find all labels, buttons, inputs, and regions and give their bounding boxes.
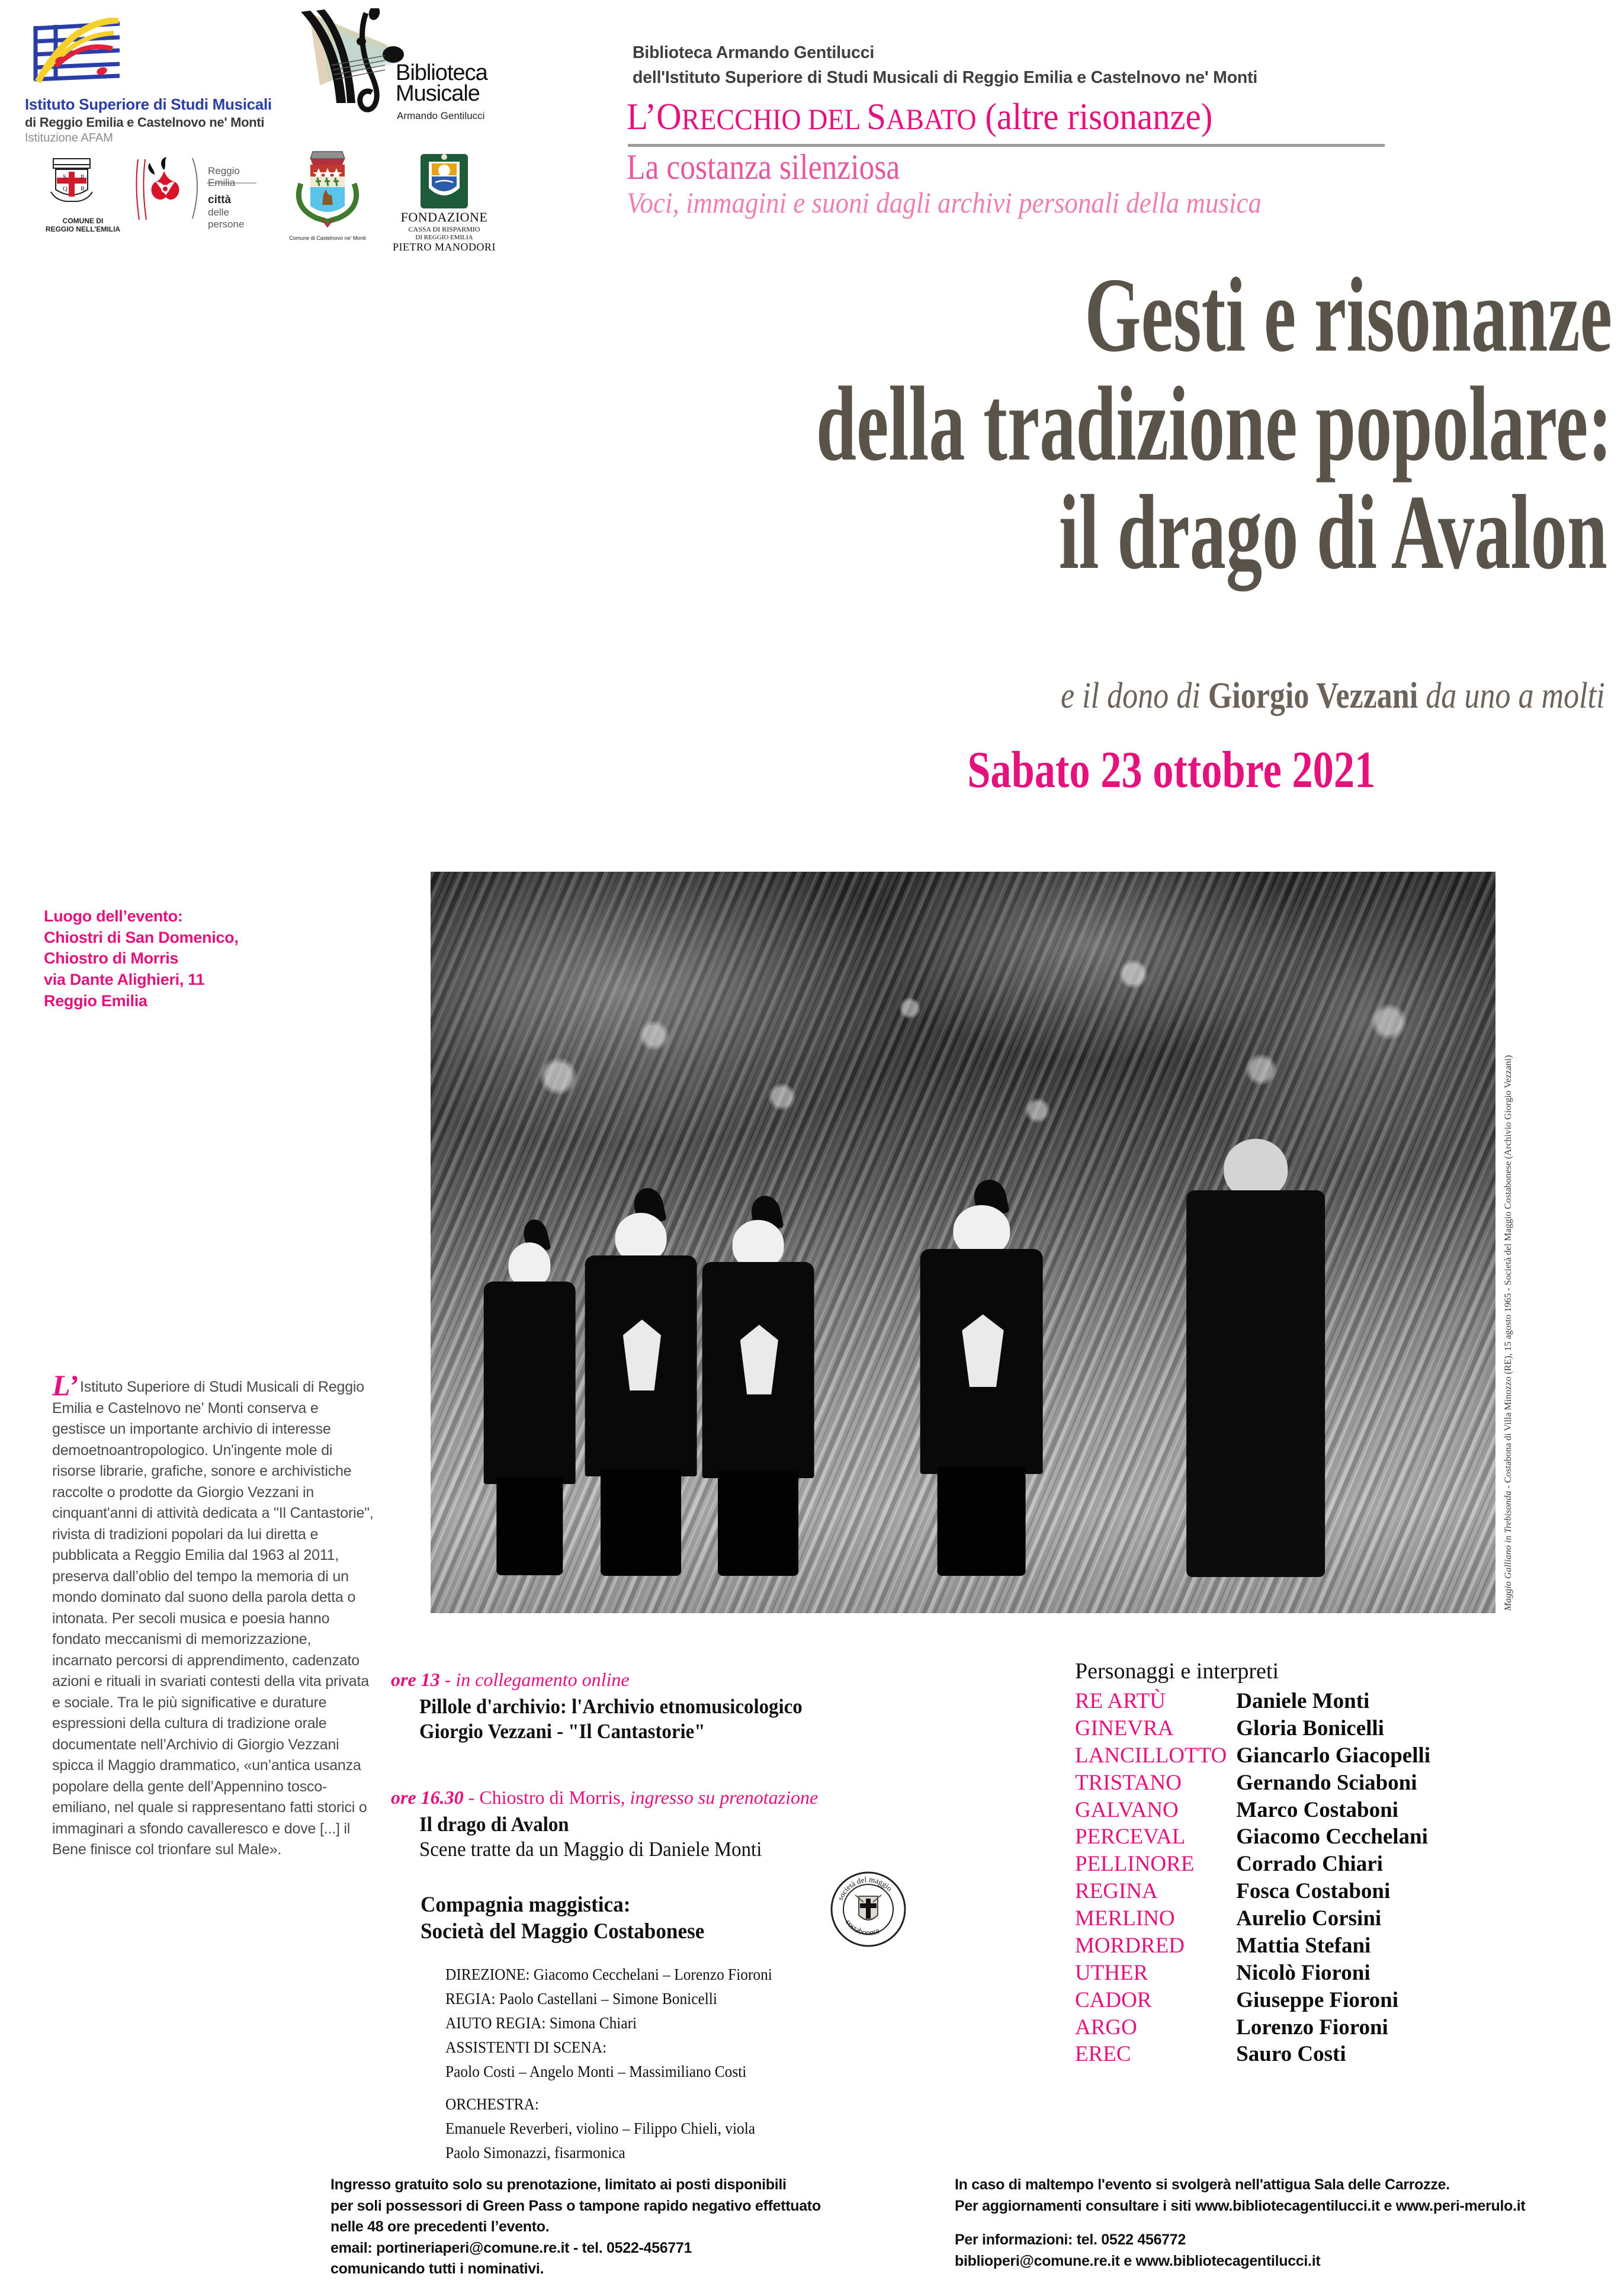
footer-right-phone: Per informazioni: tel. 0522 456772 <box>955 2231 1186 2248</box>
cast-actor: Giancarlo Giacopelli <box>1236 1743 1431 1768</box>
table-row <box>1075 1905 1430 1932</box>
event-date-text: Sabato 23 ottobre 2021 <box>967 741 1375 799</box>
table-row <box>1075 2014 1430 2041</box>
logo-fondazione-line3: DI REGGIO EMILIA <box>415 234 473 241</box>
program-slot-title <box>419 1812 983 1862</box>
company-label: Compagnia maggistica: <box>421 1893 631 1917</box>
logo-fondazione-manodori <box>388 153 500 253</box>
footer-right-line2: Per aggiornamenti consultare i siti www.bibliotecagentilucci.it e www.peri-merulo.it <box>955 2197 1526 2214</box>
photo-figure <box>920 1205 1043 1568</box>
seal-bottom-text: costabonese <box>843 1918 881 1938</box>
logo-biblioteca-musicale <box>296 8 509 127</box>
program-schedule <box>391 1669 1019 1945</box>
seal-top-text: società del maggio <box>835 1874 894 1902</box>
cast-actor: Gloria Bonicelli <box>1236 1716 1384 1740</box>
program-slot-title-line2: Scene tratte da un Maggio di Daniele Monti <box>419 1838 762 1861</box>
photo-figure <box>484 1242 576 1569</box>
subtitle-gift <box>0 675 1624 717</box>
venue-line4: Reggio Emilia <box>44 991 147 1010</box>
cast-actor: Giacomo Cecchelani <box>1236 1825 1428 1849</box>
program-slot-place: Chiostro di Morris, <box>479 1787 625 1808</box>
table-row <box>1075 1769 1430 1797</box>
logo-recitta-text <box>208 165 258 230</box>
logo-reggio-citta-delle-persone <box>133 157 258 228</box>
cast-role: TRISTANO <box>1075 1770 1182 1795</box>
program-slot-dash: - <box>463 1787 480 1808</box>
photo-credit-rest: - Costabona di Villa Minozzo (RE), 15 agosto 1965 - Società del Maggio Costabonese (Archivio Giorgio Vezzani) <box>1503 1055 1513 1491</box>
logo-comune-line2: REGGIO NELL'EMILIA <box>45 224 121 233</box>
series-title-part-c: S <box>866 95 887 137</box>
cast-actor: Gernando Sciaboni <box>1236 1770 1417 1795</box>
logo-fondazione-line1: FONDAZIONE <box>400 210 488 224</box>
credit-line: Emanuele Reverberi, violino – Filippo Chieli, viola <box>445 2119 756 2138</box>
cast-actor: Sauro Costi <box>1236 2042 1346 2067</box>
page-title-line2: della tradizione popolare: <box>816 364 1612 483</box>
logo-castelnovo-caption: Comune di Castelnovo ne' Monti <box>289 235 366 241</box>
venue-line2: Chiostro di Morris <box>44 949 179 968</box>
table-row <box>1075 1742 1430 1769</box>
table-row <box>1075 1878 1430 1905</box>
program-slot-header <box>391 1787 1019 1809</box>
credit-line: REGIA: Paolo Castellani – Simone Bonicelli <box>445 1990 717 2008</box>
program-slot-title-line1: Il drago di Avalon <box>419 1813 569 1836</box>
program-slot-dash: - <box>439 1669 456 1690</box>
venue-label: Luogo dell’evento: <box>44 907 183 925</box>
credit-line: DIREZIONE: Giacomo Cecchelani – Lorenzo Fioroni <box>445 1966 772 1983</box>
cast-actor: Daniele Monti <box>1236 1689 1370 1713</box>
cast-list <box>1075 1658 1596 2068</box>
credit-line: Paolo Costi – Angelo Monti – Massimiliano Costi <box>445 2063 747 2081</box>
credit-line: AIUTO REGIA: Simona Chiari <box>445 2014 637 2032</box>
table-row <box>1075 2041 1430 2068</box>
program-slot <box>391 1669 1019 1744</box>
subtitle-gift-post: da uno a molti <box>1418 676 1605 716</box>
credit-spacer <box>445 2084 991 2092</box>
logo-biblioteca-line2: Musicale <box>396 81 480 106</box>
venue-block <box>44 906 375 1011</box>
cast-role: GALVANO <box>1075 1797 1179 1822</box>
svg-text:R: R <box>81 185 85 192</box>
footer-left-line5: comunicando tutti i nominativi. <box>330 2260 544 2277</box>
production-credits <box>445 1963 991 2165</box>
logo-comune-line1: COMUNE DI <box>62 217 104 225</box>
table-row <box>1075 1715 1430 1742</box>
credit-line: ORCHESTRA: <box>445 2095 539 2114</box>
page-title-line3: il drago di Avalon <box>1058 473 1607 592</box>
logo-recitta-line1: Reggio Emilia <box>208 165 240 188</box>
table-row <box>1075 1987 1430 2014</box>
footer-right-line1: In caso di maltempo l'evento si svolgerà nell'attigua Sala delle Carrozze. <box>955 2176 1450 2193</box>
logo-issm-line3: Istituzione AFAM <box>25 131 113 144</box>
program-slot <box>391 1787 1019 1862</box>
cast-actor: Fosca Costaboni <box>1236 1879 1391 1904</box>
event-date <box>0 740 1624 800</box>
intro-paragraph-text: Istituto Superiore di Studi Musicali di Reggio Emilia e Castelnovo ne’ Monti conserva e gestisce un importante archivio di interesse demoetnoantropologico. Un'ingente mole di risorse librarie, grafiche, sonore e archivistiche raccolte o prodotte da Giorgio Vezzani in cinquant'anni di attività dedicata a "Il Cantastorie", rivista di tradizioni popolari da lui diretta e pubblicata a Reggio Emilia dal 1963 al 2011, preserva dall’oblio del tempo la memoria di un mondo dominato dal suono della parola detta o intonata. Per secoli musica e poesia hanno fondato meccanismi di memorizzazione, incarnato percorsi di apprendimento, cadenzato azioni e rituali in svariati contesti della vita privata e sociale. Tra le più significative e durature espressioni della cultura di tradizione orale documentate nell’Archivio di Giorgio Vezzani spicca il Maggio drammatico, «un’antica usanza popolare della gente dell’Appennino tosco-emiliano, nel quale si rappresentano fatti storici o immaginari a sfondo cavalleresco e dove [...] il Bene finisce col trionfare sul Male». <box>52 1379 374 1858</box>
castelnovo-crest-icon <box>283 148 372 231</box>
photo-credit <box>1503 1055 1514 1611</box>
cast-role: ARGO <box>1075 2015 1137 2040</box>
subtitle-gift-name: Giorgio Vezzani <box>1208 676 1418 716</box>
series-title-part-b: RECCHIO DEL <box>681 102 867 136</box>
program-slot-title-line1: Pillole d'archivio: l'Archivio etnomusicologico <box>419 1695 803 1718</box>
footer-right-spacer <box>955 2217 1612 2230</box>
page-title <box>0 256 1624 592</box>
program-slot-note: ingresso su prenotazione <box>625 1787 819 1808</box>
cast-table <box>1075 1688 1430 2068</box>
cast-role: LANCILLOTTO <box>1075 1743 1227 1768</box>
logo-biblioteca-line1: Biblioteca <box>396 60 487 85</box>
header-organization <box>633 40 1580 90</box>
logo-societa-maggio-costabonese <box>829 1870 907 1948</box>
cast-role: PELLINORE <box>1075 1852 1195 1877</box>
venue-line1: Chiostri di San Domenico, <box>44 928 239 946</box>
cast-role: PERCEVAL <box>1075 1825 1186 1849</box>
svg-text:Q: Q <box>63 185 68 192</box>
photo-figure <box>1187 1139 1325 1569</box>
logo-comune-reggio-emilia <box>24 155 142 232</box>
logo-comune-castelnovo <box>283 148 372 243</box>
footer-left-email: email: portineriaperi@comune.re.it - tel. 0522-456771 <box>330 2239 692 2256</box>
footer-right-email: biblioperi@comune.re.it e www.bibliotecagentilucci.it <box>955 2252 1321 2269</box>
series-subtitle-secondary: Voci, immagini e suoni dagli archivi personali della musica <box>627 186 1262 219</box>
comune-crest-icon <box>24 155 142 212</box>
logo-fondazione-line4: PIETRO MANODORI <box>393 241 496 253</box>
cast-actor: Giuseppe Fioroni <box>1236 1987 1398 2012</box>
series-title <box>627 95 1400 139</box>
table-row <box>1075 1851 1430 1878</box>
photo-image <box>431 872 1495 1613</box>
page-title-line1: Gesti e risonanze <box>1084 256 1612 374</box>
logo-biblioteca-name <box>396 60 487 106</box>
photo-figure <box>585 1213 697 1569</box>
cast-heading: Personaggi e interpreti <box>1075 1659 1279 1684</box>
series-subtitle: La costanza silenziosa <box>627 147 900 187</box>
series-title-part-a: L’O <box>627 95 682 137</box>
program-slot-header <box>391 1669 1019 1691</box>
cast-actor: Corrado Chiari <box>1236 1852 1383 1877</box>
cast-role: MORDRED <box>1075 1933 1185 1958</box>
cast-actor: Nicolò Fioroni <box>1236 1960 1371 1985</box>
footer-left-line3: nelle 48 ore precedenti l’evento. <box>330 2218 550 2235</box>
logo-fondazione-line2: CASSA DI RISPARMIO <box>408 225 480 233</box>
cast-actor: Marco Costaboni <box>1236 1797 1398 1822</box>
svg-text:P: P <box>81 174 85 181</box>
series-title-part-e: (altre risonanze) <box>976 95 1213 137</box>
program-slot-title-line2: Giorgio Vezzani - "Il Cantastorie" <box>419 1720 705 1743</box>
photo-crowd-background <box>431 872 1495 1213</box>
logo-issm-line2: di Reggio Emilia e Castelnovo ne' Monti <box>25 115 265 130</box>
seal-icon <box>829 1870 907 1948</box>
cast-actor: Lorenzo Fioroni <box>1236 2015 1388 2040</box>
company-name: Società del Maggio Costabonese <box>421 1919 705 1944</box>
svg-text:S: S <box>63 174 67 181</box>
cast-actor: Aurelio Corsini <box>1236 1906 1382 1931</box>
svg-text:costabonese <box>843 1918 881 1938</box>
intro-text <box>52 1369 375 1861</box>
footer-booking-info <box>330 2175 946 2280</box>
cast-role: REGINA <box>1075 1879 1158 1904</box>
cast-actor: Mattia Stefani <box>1236 1933 1371 1958</box>
cast-role: GINEVRA <box>1075 1716 1174 1740</box>
series-title-part-d: ABATO <box>886 102 977 136</box>
header-org-line1: Biblioteca Armando Gentilucci <box>633 43 875 62</box>
fondazione-shield-icon <box>388 153 500 210</box>
footer-contact-info <box>955 2175 1612 2272</box>
music-staff-icon <box>25 18 152 89</box>
program-slot-note: in collegamento online <box>455 1669 630 1690</box>
program-slot-hour: ore 13 <box>391 1669 440 1690</box>
intro-dropcap: L’ <box>52 1369 79 1402</box>
cast-role: UTHER <box>1075 1960 1148 1985</box>
logo-issm-line1: Istituto Superiore di Studi Musicali <box>25 95 272 113</box>
table-row <box>1075 1932 1430 1960</box>
credit-line: ASSISTENTI DI SCENA: <box>445 2038 607 2057</box>
credit-line: Paolo Simonazzi, fisarmonica <box>445 2144 625 2162</box>
cast-role: EREC <box>1075 2042 1131 2067</box>
logo-recitta-line2: città <box>208 194 232 206</box>
program-slot-title <box>419 1694 983 1744</box>
photo-credit-title: Maggio Galliano in Trebisonda <box>1503 1491 1513 1611</box>
logo-comune-caption <box>24 217 142 234</box>
table-row <box>1075 1797 1430 1824</box>
subtitle-gift-pre: e il dono di <box>1061 676 1209 716</box>
cast-role: MERLINO <box>1075 1906 1175 1931</box>
logo-istituto-superiore-studi-musicali <box>25 18 274 145</box>
event-photo <box>431 872 1495 1613</box>
intro-paragraph <box>52 1369 375 1861</box>
table-row <box>1075 1823 1430 1851</box>
venue-line3: via Dante Alighieri, 11 <box>44 970 205 988</box>
footer-left-line1: Ingresso gratuito solo su prenotazione, limitato ai posti disponibili <box>330 2176 787 2193</box>
cast-role: CADOR <box>1075 1987 1152 2012</box>
logo-biblioteca-subtitle: Armando Gentilucci <box>397 110 485 121</box>
program-slot-hour: ore 16.30 <box>391 1787 464 1808</box>
logo-recitta-line3: delle persone <box>208 207 245 230</box>
footer-left-line2: per soli possessori di Green Pass o tampone rapido negativo effettuato <box>330 2197 821 2214</box>
header-org-line2: dell'Istituto Superiore di Studi Musicali di Reggio Emilia e Castelnovo ne' Monti <box>633 68 1258 88</box>
table-row <box>1075 1960 1430 1987</box>
photo-figure <box>702 1220 814 1568</box>
table-row <box>1075 1688 1430 1715</box>
cast-role: RE ARTÙ <box>1075 1689 1166 1713</box>
